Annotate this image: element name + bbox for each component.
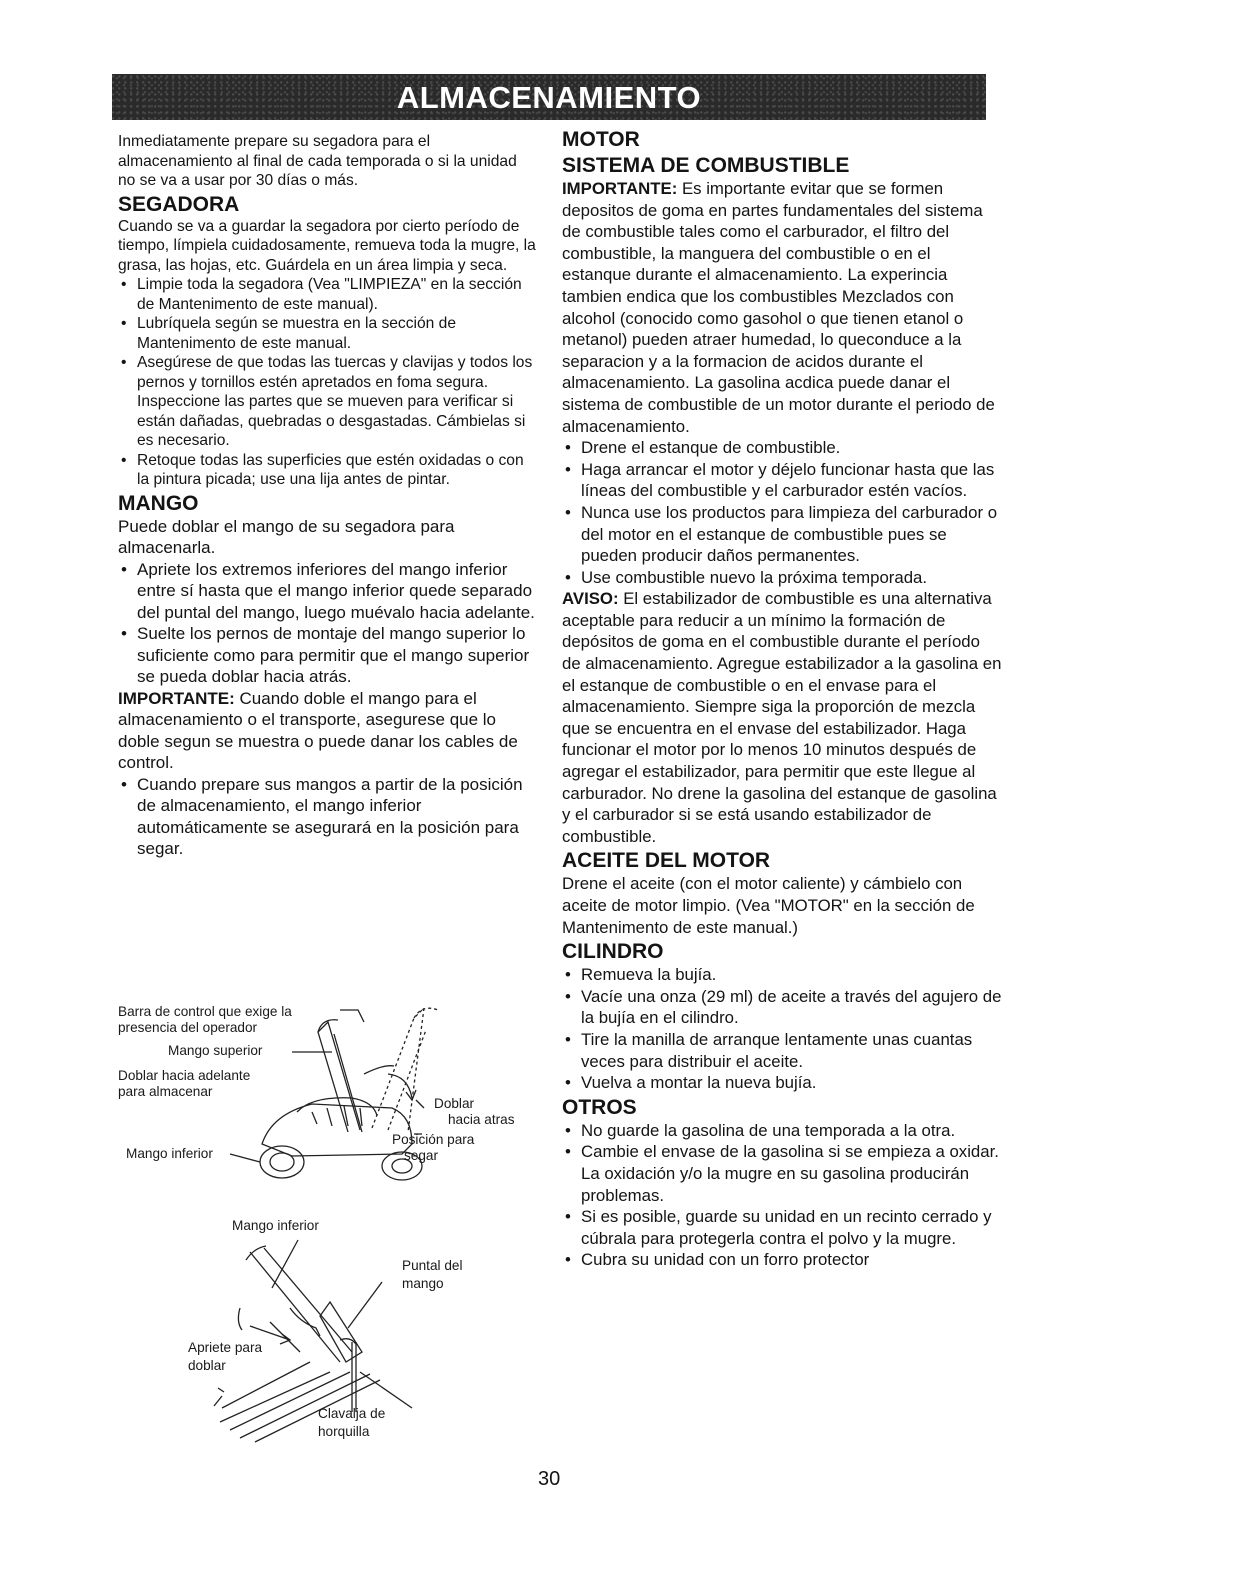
aceite-text: Drene el aceite (con el motor caliente) y cámbielo con aceite de motor limpio. (Vea "MOTOR" en la sección de Mantenimento de este manual.) <box>562 874 975 937</box>
importante-label: IMPORTANTE: <box>118 688 235 708</box>
combustible-importante <box>562 178 1002 437</box>
label-barra: Barra de control que exige la <box>118 1004 292 1019</box>
segadora-heading: SEGADORA <box>118 192 240 216</box>
motor-heading: MOTOR <box>562 128 640 151</box>
list-item: • Si es posible, guarde su unidad en un recinto cerrado y cúbrala para protegerla contra el polvo y la mugre. <box>562 1206 1002 1249</box>
list-item: • Drene el estanque de combustible. <box>562 437 1002 459</box>
list-item: • Remueva la bujía. <box>562 964 1002 986</box>
list-item: • Suelte los pernos de montaje del mango superior lo suficiente como para permitir que el mango superior se pueda doblar hacia atrás. <box>118 623 538 688</box>
label-doblar-adelante: Doblar hacia adelante <box>118 1068 251 1083</box>
list-item: • Cambie el envase de la gasolina si se empieza a oxidar. La oxidación y/o la mugre en su gasolina producirán problemas. <box>562 1141 1002 1206</box>
label-horquilla: horquilla <box>318 1424 370 1439</box>
intro-text: Inmediatamente prepare su segadora para el almacenamiento al final de cada temporada o si la unidad no se va a usar por 30 días o más. <box>118 133 517 189</box>
mango-text: Puede doblar el mango de su segadora para almacenarla. <box>118 516 455 557</box>
figure-handle-fold <box>112 1004 542 1204</box>
list-item: • Limpie toda la segadora (Vea "LIMPIEZA" en la sección de Mantenimento de este manual). <box>118 275 538 314</box>
combustible-heading: SISTEMA DE COMBUSTIBLE <box>562 154 850 177</box>
combustible-list <box>562 437 1002 588</box>
list-item: • Vuelva a montar la nueva bujía. <box>562 1072 1002 1094</box>
label-posicion: Posición para <box>392 1132 475 1147</box>
otros-list <box>562 1120 1002 1271</box>
aceite-heading: ACEITE DEL MOTOR <box>562 849 771 873</box>
label-presencia: presencia del operador <box>118 1020 258 1035</box>
segadora-list <box>118 275 538 490</box>
list-item: • No guarde la gasolina de una temporada a la otra. <box>562 1120 1002 1142</box>
otros-heading: OTROS <box>562 1095 637 1119</box>
label-clavija: Clavalja de <box>318 1406 386 1421</box>
list-item: • Nunca use los productos para limpieza del carburador o del motor en el estanque de combustible pues se pueden producir daños permanentes. <box>562 502 1002 567</box>
list-item: • Cuando prepare sus mangos a partir de la posición de almacenamiento, el mango inferior automáticamente se asegurará en la posición para segar. <box>118 774 538 860</box>
label-doblar-2: doblar <box>188 1358 226 1373</box>
label-mango-inferior: Mango inferior <box>126 1146 213 1161</box>
label-mango-inferior-2: Mango inferior <box>232 1218 319 1233</box>
list-item: • Cubra su unidad con un forro protector <box>562 1249 1002 1271</box>
label-doblar: Doblar <box>434 1096 475 1111</box>
label-para-almacenar: para almacenar <box>118 1084 213 1099</box>
mango-list <box>118 559 538 688</box>
mango-heading: MANGO <box>118 491 199 515</box>
segadora-text: Cuando se va a guardar la segadora por cierto período de tiempo, límpiela cuidadosamente, remueva toda la mugre, la grasa, las hojas, etc. Guárdela en un área limpia y seca. <box>118 217 536 274</box>
aviso-paragraph <box>562 588 1002 847</box>
list-item: • Asegúrese de que todas las tuercas y clavijas y todos los pernos y tornillos estén apretados en foma segura. Inspeccione las partes que se mueven para verificar si están dañadas, quebradas o desgastadas. Cámbielas si es necesario. <box>118 353 538 451</box>
page-title: ALMACENAMIENTO <box>396 80 702 115</box>
importante-text: Cuando doble el mango para el almacenamiento o el transporte, asegurese que lo doble segun se muestra o puede danar los cables de control. <box>118 688 518 772</box>
label-hacia-atras: hacia atras <box>448 1112 515 1127</box>
section-banner <box>112 74 986 120</box>
label-puntal-mango: mango <box>402 1276 444 1291</box>
list-item: • Lubríquela según se muestra en la sección de Mantenimento de este manual. <box>118 314 538 353</box>
label-segar: segar <box>404 1148 439 1163</box>
label-mango-superior: Mango superior <box>168 1043 263 1058</box>
list-item: • Apriete los extremos inferiores del mango inferior entre sí hasta que el mango inferior quede separado del puntal del mango, luego muévalo hacia adelante. <box>118 559 538 624</box>
left-column <box>118 132 538 860</box>
mango-importante <box>118 688 538 774</box>
aviso-text: El estabilizador de combustible es una alternativa aceptable para reducir a un mínimo la formación de depósitos de goma en el combustible durante el período de almacenamiento. Agregue estabilizador a la gasolina en el estanque de combustible o en el envase para el almacenamiento. Siempre siga la proporción de mezcla que se encuentra en el envase del estabilizador. Haga funcionar el motor por lo menos 10 minutos después de agregar el estabilizador, para permitir que este llegue al carburador. No drene la gasolina del estanque de gasolina y el carburador si se está usando estabilizador de combustible. <box>562 589 1002 846</box>
importante-label: IMPORTANTE: <box>562 179 678 198</box>
label-apriete: Apriete para <box>188 1340 263 1355</box>
cilindro-list <box>562 964 1002 1094</box>
cilindro-heading: CILINDRO <box>562 940 664 964</box>
list-item: • Retoque todas las superficies que estén oxidadas o con la pintura picada; use una lija antes de pintar. <box>118 451 538 490</box>
list-item: • Use combustible nuevo la próxima temporada. <box>562 567 1002 589</box>
mango-list-2 <box>118 774 538 860</box>
importante-text: Es importante evitar que se formen depositos de goma en partes fundamentales del sistema de combustible tales como el carburador, el filtro del combustible, la manguera del combustible o en el estanque durante el almacenamiento. La experincia tambien endica que los combustibles Mezclados con alcohol (conocido como gasohol o que tienen etanol o metanol) pueden atraer humedad, lo queconduce a la separacion y a la formacion de acidos durante el almacenamiento. La gasolina acdica puede danar el sistema de combustible de un motor durante el periodo de almacenamiento. <box>562 179 995 436</box>
figure-handle-detail <box>180 1212 510 1448</box>
aviso-label: AVISO: <box>562 589 619 609</box>
list-item: • Haga arrancar el motor y déjelo funcionar hasta que las líneas del combustible y el carburador estén vacíos. <box>562 459 1002 502</box>
right-column <box>562 128 1002 1271</box>
label-puntal: Puntal del <box>402 1258 463 1273</box>
list-item: • Vacíe una onza (29 ml) de aceite a través del agujero de la bujía en el cilindro. <box>562 986 1002 1029</box>
list-item: • Tire la manilla de arranque lentamente unas cuantas veces para distribuir el aceite. <box>562 1029 1002 1072</box>
page-number: 30 <box>538 1468 561 1490</box>
